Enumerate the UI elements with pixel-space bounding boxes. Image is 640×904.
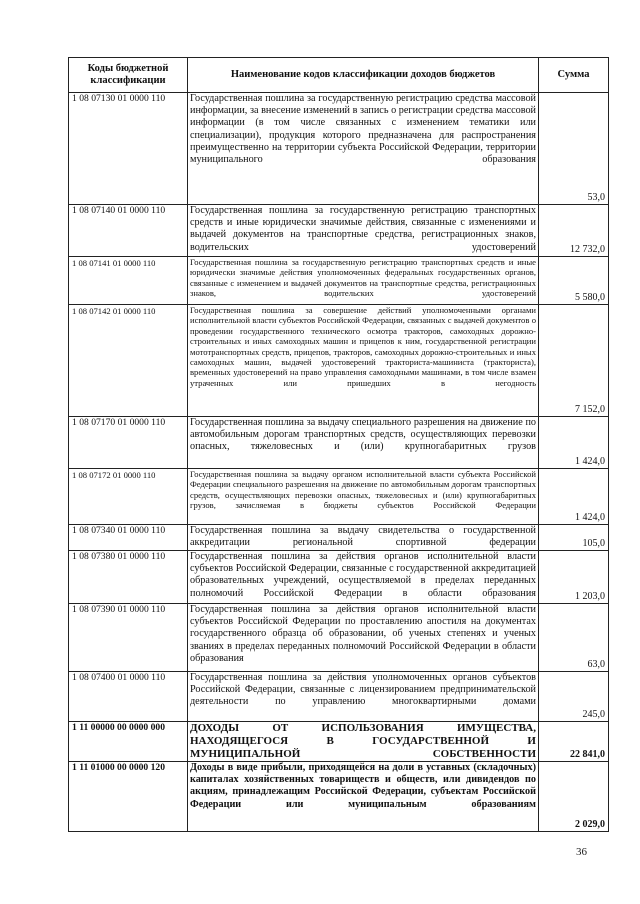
row-sum: 22 841,0 <box>539 722 609 762</box>
row-code: 1 08 07130 01 0000 110 <box>69 93 188 205</box>
header-code: Коды бюджетной классификации <box>69 58 188 93</box>
row-name: Государственная пошлина за государственную регистрацию транспортных средств и иные юридически значимые действия уполномоченных федеральных государственных органов, связанные с изменением и выдачей документов на транспортные средства, регистрационных знаков, водительских удостоверений <box>188 257 539 305</box>
row-sum: 7 152,0 <box>539 305 609 417</box>
row-code: 1 08 07170 01 0000 110 <box>69 417 188 469</box>
row-name: Государственная пошлина за совершение действий уполномоченными органами исполнительной власти субъектов Российской Федерации, связанных с выдачей документов о проведении государственного технического осмотра тракторов, самоходных дорожно-строительных и иных самоходных машин и прицепов к ним, государственной регистрации мототранспортных средств, прицепов, тракторов, самоходных дорожно-строительных и иных самоходных машин, выдачей удостоверений тракториста-машиниста (тракториста), временных удостоверений на право управления самоходными машинами, в том числе взамен утраченных или пришедших в негодность <box>188 305 539 417</box>
row-code: 1 08 07400 01 0000 110 <box>69 672 188 722</box>
row-name: Государственная пошлина за государственную регистрацию средства массовой информации, за внесение изменений в запись о регистрации средства массовой информации (в том числе связанных с изменением тематики или специализации), продукция которого предназначена для распространения преимущественно на территории субъекта Российской Федерации, территории муниципального образования <box>188 93 539 205</box>
header-name: Наименование кодов классификации доходов бюджетов <box>188 58 539 93</box>
row-name: Государственная пошлина за выдачу органом исполнительной власти субъекта Российской Федерации специального разрешения на движение по автомобильным дорогам транспортных средств, осуществляющих перевозки опасных, тяжеловесных и (или) крупногабаритных грузов, зачисляемая в бюджеты субъектов Российской Федерации <box>188 469 539 525</box>
table-header-row <box>69 58 609 93</box>
row-code: 1 08 07390 01 0000 110 <box>69 604 188 672</box>
row-name: Государственная пошлина за действия уполномоченных органов субъектов Российской Федерации, связанные с лицензированием предпринимательской деятельности по управлению многоквартирными домами <box>188 672 539 722</box>
row-sum: 1 203,0 <box>539 551 609 604</box>
row-sum: 12 732,0 <box>539 205 609 257</box>
row-code: 1 08 07340 01 0000 110 <box>69 525 188 551</box>
table-row <box>69 469 609 525</box>
row-sum: 53,0 <box>539 93 609 205</box>
revenue-codes-table <box>68 57 609 832</box>
table-row <box>69 257 609 305</box>
row-sum: 1 424,0 <box>539 469 609 525</box>
table-row <box>69 305 609 417</box>
row-code: 1 08 07140 01 0000 110 <box>69 205 188 257</box>
table-row <box>69 205 609 257</box>
row-sum: 5 580,0 <box>539 257 609 305</box>
row-name: Государственная пошлина за действия органов исполнительной власти субъектов Российской Федерации, связанные с государственной аккредитацией образовательных учреждений, осуществляемой в пределах переданных полномочий Российской Федерации в области образования <box>188 551 539 604</box>
row-sum: 2 029,0 <box>539 762 609 832</box>
table-row <box>69 525 609 551</box>
row-code: 1 11 01000 00 0000 120 <box>69 762 188 832</box>
table-row <box>69 762 609 832</box>
table-row <box>69 93 609 205</box>
row-code: 1 11 00000 00 0000 000 <box>69 722 188 762</box>
header-sum: Сумма <box>539 58 609 93</box>
row-sum: 63,0 <box>539 604 609 672</box>
row-name: Государственная пошлина за государственную регистрацию транспортных средств и иные юридически значимые действия, связанные с изменениями и выдачей документов на транспортные средства, регистрационных знаков, водительских удостоверений <box>188 205 539 257</box>
row-name: Государственная пошлина за выдачу специального разрешения на движение по автомобильным дорогам транспортных средств, осуществляющих перевозки опасных, тяжеловесных и (или) крупногабаритных грузов <box>188 417 539 469</box>
row-sum: 105,0 <box>539 525 609 551</box>
row-name: Государственная пошлина за выдачу свидетельства о государственной аккредитации региональной спортивной федерации <box>188 525 539 551</box>
table-row-section-total <box>69 722 609 762</box>
row-code: 1 08 07172 01 0000 110 <box>69 469 188 525</box>
row-code: 1 08 07380 01 0000 110 <box>69 551 188 604</box>
row-name: ДОХОДЫ ОТ ИСПОЛЬЗОВАНИЯ ИМУЩЕСТВА, НАХОДЯЩЕГОСЯ В ГОСУДАРСТВЕННОЙ И МУНИЦИПАЛЬНОЙ СОБСТВЕННОСТИ <box>188 722 539 762</box>
revenue-classification-table-page <box>68 57 608 832</box>
row-sum: 1 424,0 <box>539 417 609 469</box>
table-row <box>69 604 609 672</box>
table-row <box>69 551 609 604</box>
table-row <box>69 672 609 722</box>
row-name: Государственная пошлина за действия органов исполнительной власти субъектов Российской Федерации по проставлению апостиля на документах государственного образца об образовании, об ученых степенях и ученых званиях в пределах переданных полномочий Российской Федерации в области образования <box>188 604 539 672</box>
table-row <box>69 417 609 469</box>
row-code: 1 08 07141 01 0000 110 <box>69 257 188 305</box>
page-number: 36 <box>576 846 587 858</box>
row-name: Доходы в виде прибыли, приходящейся на доли в уставных (складочных) капиталах хозяйственных товариществ и обществ, или дивидендов по акциям, принадлежащим Российской Федерации, субъектам Российской Федерации или муниципальным образованиям <box>188 762 539 832</box>
row-sum: 245,0 <box>539 672 609 722</box>
row-code: 1 08 07142 01 0000 110 <box>69 305 188 417</box>
